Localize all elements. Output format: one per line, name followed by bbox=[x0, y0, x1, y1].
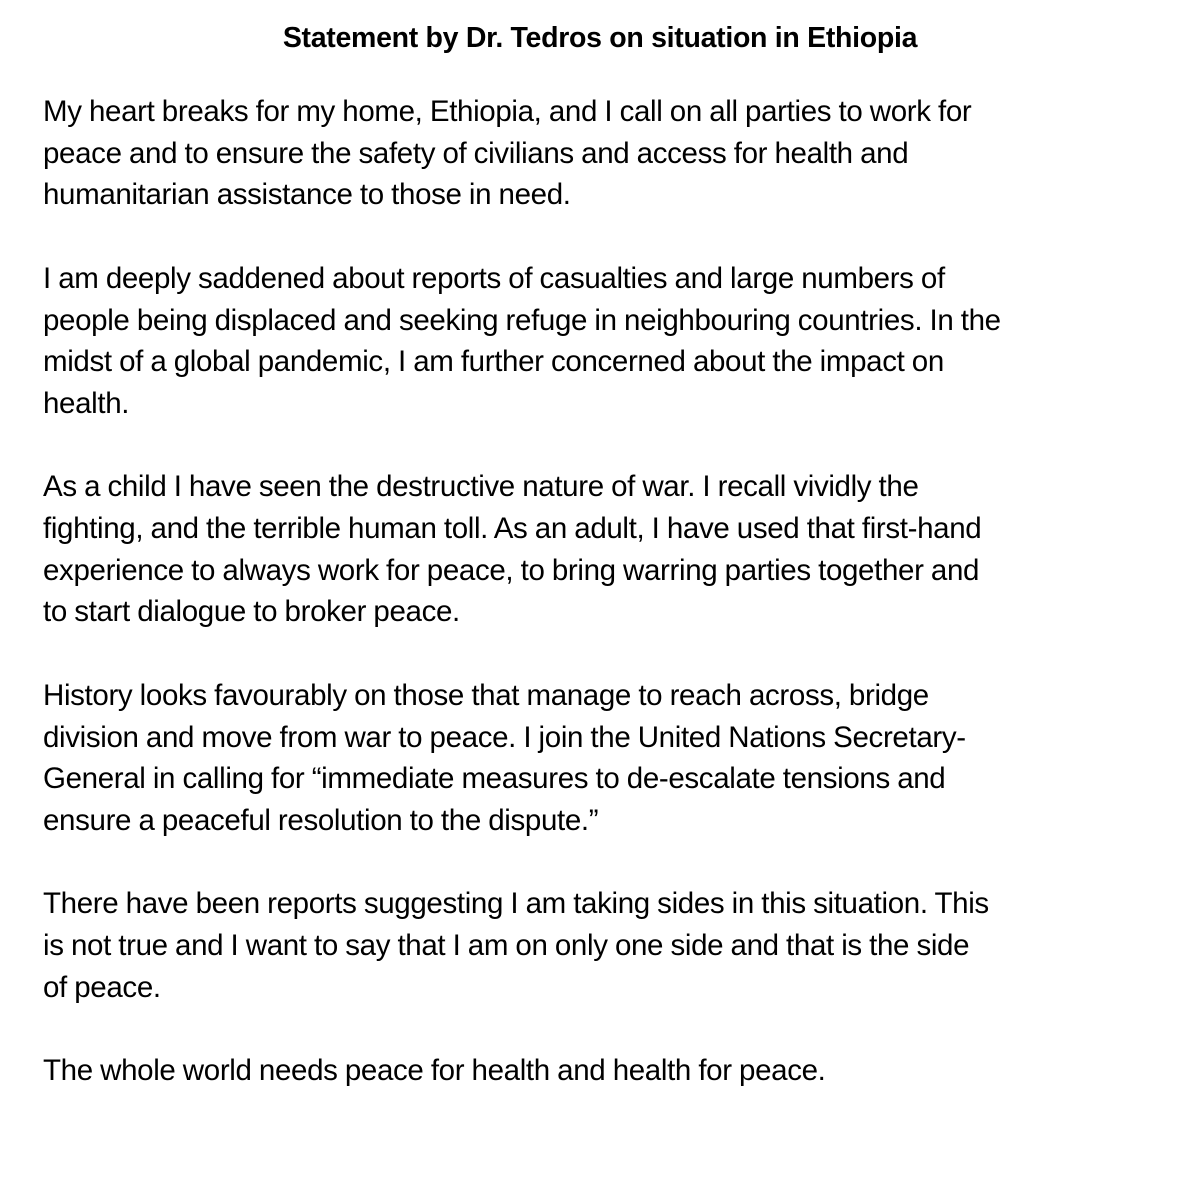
paragraph-3 bbox=[43, 466, 1183, 633]
statement-document bbox=[43, 0, 1183, 1092]
paragraph-line: is not true and I want to say that I am on only one side and that is the side bbox=[43, 929, 970, 962]
paragraph-1 bbox=[43, 91, 1183, 216]
paragraph-line: peace and to ensure the safety of civilians and access for health and bbox=[43, 136, 909, 170]
paragraph-line: of peace. bbox=[43, 970, 161, 1004]
paragraph-line: The whole world needs peace for health and health for peace. bbox=[43, 1054, 826, 1088]
paragraph-line: experience to always work for peace, to bring warring parties together and bbox=[43, 553, 980, 587]
paragraph-2 bbox=[43, 258, 1183, 425]
paragraph-line: humanitarian assistance to those in need. bbox=[43, 178, 571, 212]
paragraph-line: fighting, and the terrible human toll. As an adult, I have used that first-hand bbox=[43, 512, 982, 545]
paragraph-line: History looks favourably on those that manage to reach across, bridge bbox=[43, 678, 929, 712]
paragraph-line: ensure a peaceful resolution to the dispute.” bbox=[43, 803, 599, 837]
paragraph-4 bbox=[43, 675, 1183, 842]
paragraph-line: to start dialogue to broker peace. bbox=[43, 595, 460, 629]
paragraph-line: division and move from war to peace. I join the United Nations Secretary- bbox=[43, 720, 966, 754]
paragraph-6 bbox=[43, 1050, 1183, 1092]
paragraph-5 bbox=[43, 883, 1183, 1008]
paragraph-line: midst of a global pandemic, I am further concerned about the impact on bbox=[43, 345, 944, 379]
paragraph-line: people being displaced and seeking refuge in neighbouring countries. In the bbox=[43, 303, 1001, 337]
paragraph-line: General in calling for “immediate measures to de-escalate tensions and bbox=[43, 762, 946, 796]
paragraph-line: As a child I have seen the destructive nature of war. I recall vividly the bbox=[43, 470, 919, 504]
paragraph-line: My heart breaks for my home, Ethiopia, and I call on all parties to work for bbox=[43, 95, 972, 128]
paragraph-line: I am deeply saddened about reports of casualties and large numbers of bbox=[43, 261, 945, 295]
paragraph-line: There have been reports suggesting I am taking sides in this situation. This bbox=[43, 887, 989, 921]
document-title: Statement by Dr. Tedros on situation in Ethiopia bbox=[282, 22, 918, 54]
paragraph-line: health. bbox=[43, 386, 130, 420]
